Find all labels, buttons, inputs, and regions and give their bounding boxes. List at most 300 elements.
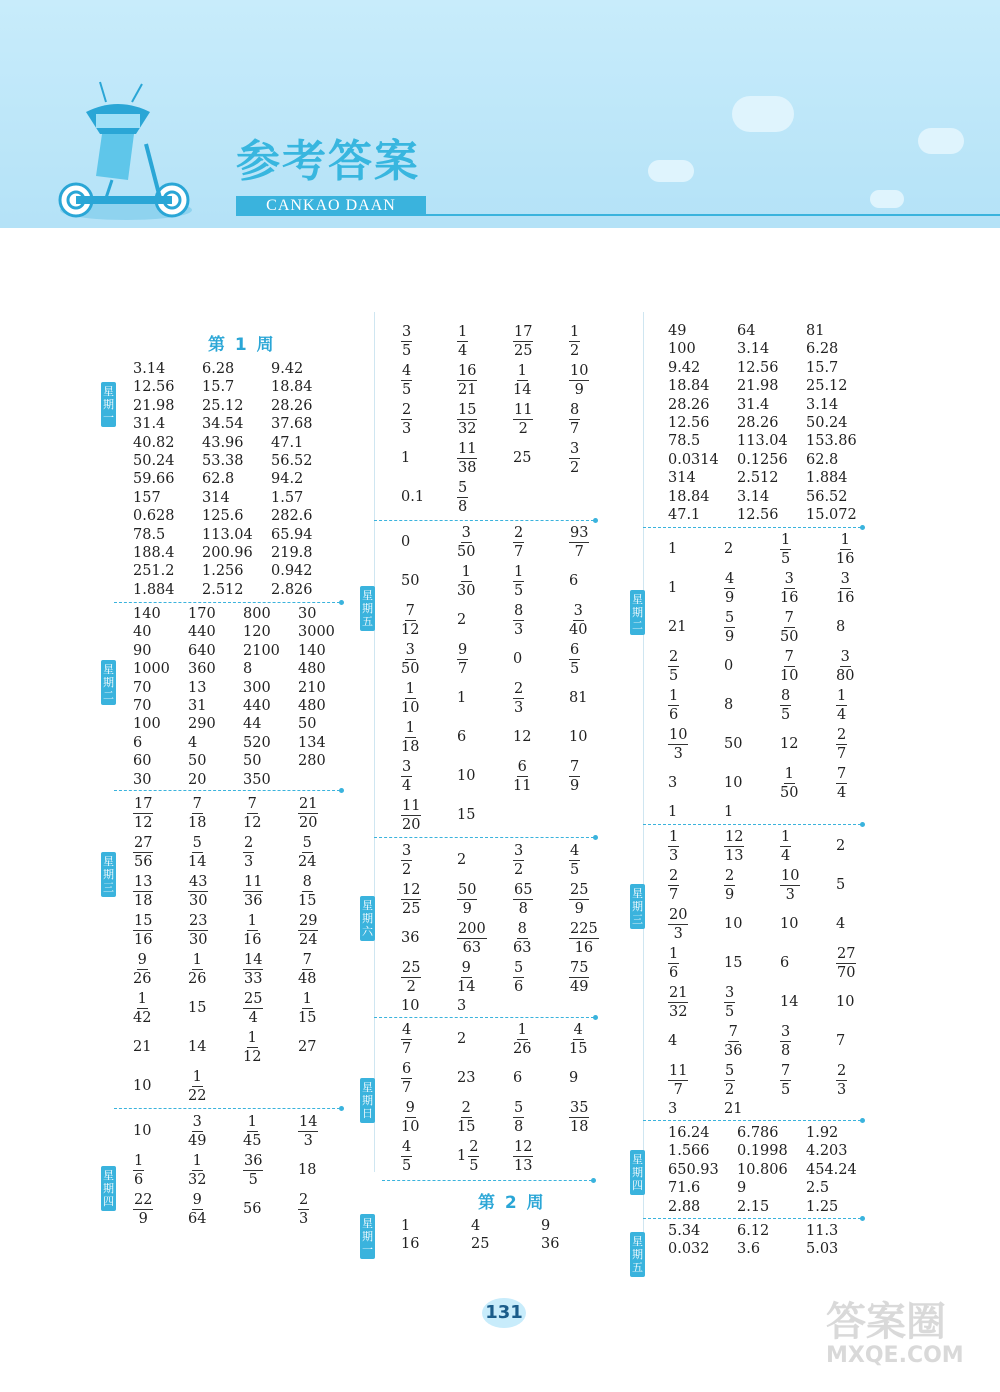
answer-cell (471, 1235, 541, 1253)
answer-value: 6.12 (737, 1223, 770, 1239)
answer-value: 360 (188, 661, 216, 678)
denominator: 36 (724, 1043, 743, 1059)
numerator: 1 (405, 720, 415, 736)
answer-value: 37.68 (271, 416, 313, 433)
answer-row (133, 794, 353, 833)
answer-value: 3 (668, 1101, 678, 1117)
day-badge: 星期三 (101, 852, 116, 897)
robot-scooter-illustration (56, 72, 196, 222)
answer-cell (513, 881, 569, 918)
denominator: 8 (518, 901, 528, 917)
answer-cell (780, 570, 836, 607)
answer-cell (401, 488, 457, 506)
answer-cell (133, 873, 188, 910)
fraction (513, 920, 531, 957)
answer-row (401, 601, 625, 640)
watermark (826, 1300, 964, 1368)
answer-value: 0.032 (668, 1241, 710, 1258)
answer-cell (457, 524, 513, 561)
answer-value: 56.52 (806, 488, 848, 505)
answers-week1-thu (133, 1112, 353, 1229)
answer-row (133, 415, 340, 433)
denominator: 5 (248, 1172, 258, 1188)
answer-cell (202, 526, 271, 544)
denominator: 7 (402, 1080, 412, 1096)
answer-cell (188, 999, 243, 1017)
numerator: 12 (725, 829, 744, 845)
fraction (457, 881, 477, 918)
numerator: 9 (405, 1100, 415, 1116)
answer-cell (298, 912, 353, 949)
answer-cell (133, 679, 188, 697)
answer-row (133, 360, 340, 378)
section-divider (374, 837, 594, 838)
answer-value: 2.826 (271, 581, 313, 598)
answer-cell (737, 1161, 806, 1179)
answer-cell (806, 488, 875, 506)
answer-value: 56 (243, 1201, 262, 1218)
answer-value: 0.628 (133, 508, 175, 525)
answer-cell (806, 1179, 875, 1197)
answer-cell (513, 323, 569, 360)
answer-value: 15 (724, 955, 743, 972)
fraction (668, 984, 688, 1021)
answers-col2-top (401, 322, 625, 517)
fraction (188, 1113, 206, 1150)
answer-cell (401, 842, 457, 879)
answer-cell (298, 605, 353, 623)
fraction (668, 945, 679, 982)
answer-cell (401, 401, 457, 438)
answer-cell (133, 660, 188, 678)
answer-value: 15.072 (806, 507, 857, 524)
answer-value: 2 (457, 852, 467, 869)
answer-value: 8 (836, 619, 846, 636)
answer-cell (737, 1124, 806, 1142)
answer-cell (668, 1198, 737, 1216)
answer-value: 43.96 (202, 434, 244, 451)
answer-cell (513, 650, 569, 668)
denominator: 5 (402, 1158, 412, 1174)
answer-row (133, 679, 353, 697)
answer-row (133, 1067, 353, 1106)
answer-value: 6.28 (806, 341, 839, 358)
numerator: 1 (517, 363, 527, 379)
answer-cell (188, 752, 243, 770)
answer-cell (836, 726, 892, 763)
fraction (243, 795, 261, 832)
answer-cell (668, 1240, 737, 1258)
answer-cell (243, 752, 298, 770)
day-badge: 星期一 (360, 1214, 375, 1259)
answer-row (133, 1028, 353, 1067)
answer-value: 28.26 (668, 396, 710, 413)
answer-value: 4.203 (806, 1143, 848, 1160)
numerator: 1 (669, 946, 679, 962)
answer-cell (133, 1191, 188, 1228)
answer-row (133, 581, 340, 599)
answer-value: 3.14 (737, 341, 770, 358)
fraction (668, 867, 679, 904)
answer-value: 28.26 (271, 397, 313, 414)
day-badge: 星期三 (630, 884, 645, 929)
answer-cell (401, 533, 457, 551)
denominator: 2 (402, 862, 412, 878)
numerator: 21 (669, 985, 688, 1001)
watermark-url: MXQE.COM (826, 1343, 964, 1368)
fraction (836, 648, 854, 685)
numerator: 1 (837, 688, 847, 704)
denominator: 5 (514, 583, 524, 599)
numerator: 4 (402, 363, 412, 379)
answer-value: 134 (298, 734, 326, 751)
answer-row (133, 911, 353, 950)
numerator: 2 (461, 1100, 471, 1116)
answer-row (668, 983, 892, 1022)
denominator: 9 (138, 1211, 148, 1227)
denominator: 25 (402, 901, 421, 917)
answer-value: 12.56 (737, 359, 779, 376)
denominator: 2 (725, 1082, 735, 1098)
answer-cell (737, 396, 806, 414)
numerator: 3 (725, 985, 735, 1001)
answer-cell (569, 689, 625, 707)
answers-week2-fri (668, 1222, 875, 1259)
answer-cell (188, 642, 243, 660)
denominator: 16 (243, 932, 262, 948)
answer-cell (668, 906, 724, 943)
fraction (569, 920, 599, 957)
fraction (780, 609, 798, 646)
fraction (401, 602, 419, 639)
denominator: 4 (837, 785, 847, 801)
answer-cell (668, 1100, 724, 1118)
fraction (457, 524, 475, 561)
answer-cell (401, 1217, 471, 1235)
answer-cell (668, 340, 737, 358)
fraction (780, 867, 800, 904)
answer-cell (202, 581, 271, 599)
answer-cell (724, 657, 780, 675)
numerator: 3 (840, 571, 850, 587)
answer-value: 71.6 (668, 1180, 701, 1197)
page-title: 参考答案 (236, 136, 420, 187)
answer-value: 50.24 (806, 415, 848, 432)
numerator: 35 (570, 1100, 589, 1116)
denominator: 9 (725, 629, 735, 645)
fraction (569, 1021, 587, 1058)
answer-value: 9 (541, 1218, 551, 1234)
answer-value: 81 (569, 690, 588, 707)
denominator: 11 (513, 778, 532, 794)
numerator: 6 (570, 642, 580, 658)
answer-value: 50 (724, 736, 743, 753)
denominator: 7 (669, 887, 679, 903)
answer-value: 9.42 (668, 359, 701, 376)
answer-value: 0.1998 (737, 1143, 788, 1160)
fraction (298, 834, 316, 871)
answer-cell (457, 806, 513, 824)
denominator: 14 (457, 979, 476, 995)
answer-value: 18.84 (668, 378, 710, 395)
answer-cell (133, 697, 188, 715)
answer-value: 25 (513, 450, 532, 467)
fraction (513, 1138, 533, 1175)
answer-row (668, 1198, 875, 1216)
fraction (780, 1062, 791, 1099)
answer-value: 14 (780, 994, 799, 1011)
answer-cell (298, 734, 353, 752)
numerator: 2 (837, 1063, 847, 1079)
fraction (401, 680, 419, 717)
answer-cell (133, 1038, 188, 1056)
answer-cell (569, 1069, 625, 1087)
answer-cell (202, 360, 271, 378)
answer-value: 6 (569, 573, 579, 590)
answer-cell (133, 715, 188, 733)
answer-cell (724, 984, 780, 1021)
denominator: 5 (669, 668, 679, 684)
answer-cell (780, 687, 836, 724)
answer-cell (737, 322, 806, 340)
answer-value: 30 (133, 771, 152, 788)
fraction (513, 758, 531, 795)
answer-cell (724, 570, 780, 607)
denominator: 26 (133, 971, 152, 987)
numerator: 15 (458, 402, 477, 418)
section-divider (374, 520, 594, 521)
answer-cell (836, 531, 892, 568)
fraction (569, 440, 580, 477)
answer-cell (188, 660, 243, 678)
answer-cell (188, 1038, 243, 1056)
fraction (298, 912, 318, 949)
answer-cell (569, 362, 625, 399)
answer-value: 12 (780, 736, 799, 753)
answer-cell (243, 771, 298, 789)
fraction (724, 1023, 742, 1060)
denominator: 3 (669, 848, 679, 864)
fraction (724, 570, 735, 607)
denominator: 12 (243, 815, 262, 831)
answer-value: 5.03 (806, 1241, 839, 1258)
fraction (668, 687, 679, 724)
answer-cell (836, 1062, 892, 1099)
answer-row (668, 322, 875, 340)
answer-value: 13 (188, 679, 207, 696)
answer-cell (457, 563, 513, 600)
answer-cell (668, 984, 724, 1021)
answer-cell (737, 1179, 806, 1197)
denominator: 7 (402, 1041, 412, 1057)
fraction (724, 984, 735, 1021)
answer-cell (513, 449, 569, 467)
answer-cell (133, 397, 202, 415)
answers-week2-wed (668, 827, 892, 1118)
denominator: 45 (243, 1133, 262, 1149)
day-badge: 星期日 (360, 1078, 375, 1123)
denominator: 3 (244, 854, 254, 870)
answer-value: 140 (298, 642, 326, 659)
answer-row (133, 1151, 353, 1190)
denominator: 14 (513, 382, 532, 398)
numerator: 2 (402, 402, 412, 418)
denominator: 6 (514, 979, 524, 995)
answer-value: 20 (188, 771, 207, 788)
answer-cell (133, 507, 202, 525)
answer-cell (133, 562, 202, 580)
answer-value: 90 (133, 642, 152, 659)
fraction (298, 795, 318, 832)
answer-value: 0 (724, 658, 734, 675)
answer-value: 21 (668, 619, 687, 636)
answer-cell (457, 851, 513, 869)
fraction (836, 687, 847, 724)
numerator: 1 (840, 532, 850, 548)
fraction (298, 951, 316, 988)
answer-cell (780, 609, 836, 646)
answer-value: 650.93 (668, 1161, 719, 1178)
answer-cell (188, 834, 243, 871)
answer-cell (668, 506, 737, 524)
numerator: 21 (299, 796, 318, 812)
answer-value: 10 (401, 998, 420, 1014)
denominator: 56 (134, 854, 153, 870)
denominator: 2 (570, 460, 580, 476)
answer-value: 15 (188, 1000, 207, 1017)
answer-value: 25 (471, 1236, 490, 1253)
answer-cell (513, 920, 569, 957)
numerator: 1 (669, 829, 679, 845)
answer-cell (188, 605, 243, 623)
day-badge: 星期五 (630, 1232, 645, 1277)
answer-cell (668, 774, 724, 792)
answer-cell (243, 623, 298, 641)
section-divider (643, 1218, 861, 1219)
denominator: 30 (189, 893, 208, 909)
answer-value: 64 (737, 323, 756, 339)
numerator: 3 (514, 843, 524, 859)
answer-row (133, 950, 353, 989)
answers-week1-wed (133, 794, 353, 1106)
answer-cell (188, 715, 243, 733)
answer-value: 5.34 (668, 1223, 701, 1239)
answer-cell (298, 679, 353, 697)
answer-cell (724, 867, 780, 904)
answer-cell (401, 641, 457, 678)
answer-cell (836, 648, 892, 685)
numerator: 11 (402, 798, 421, 814)
answer-cell (202, 470, 271, 488)
denominator: 5 (469, 1158, 479, 1174)
denominator: 32 (188, 1172, 207, 1188)
fraction (457, 1099, 475, 1136)
answer-cell (780, 531, 836, 568)
answer-row (668, 530, 892, 569)
answer-cell (133, 415, 202, 433)
answer-value: 170 (188, 606, 216, 622)
answer-cell (243, 912, 298, 949)
answer-value: 2 (457, 612, 467, 629)
answer-value: 50 (243, 753, 262, 770)
numerator: 3 (573, 603, 583, 619)
answer-value: 50 (298, 716, 317, 733)
answer-cell (724, 735, 780, 753)
answer-cell (457, 323, 513, 360)
denominator: 9 (574, 901, 584, 917)
answer-cell (780, 954, 836, 972)
answer-cell (271, 415, 340, 433)
answer-cell (133, 605, 188, 623)
answer-cell (457, 1030, 513, 1048)
answer-cell (569, 401, 625, 438)
fraction (401, 719, 419, 756)
answer-cell (780, 828, 836, 865)
answer-row (133, 544, 340, 562)
fraction (836, 1062, 847, 1099)
answer-value: 15 (457, 807, 476, 824)
answer-cell (457, 1099, 513, 1136)
answer-value: 2.15 (737, 1198, 770, 1215)
answer-cell (569, 440, 625, 477)
answer-cell (569, 728, 625, 746)
answer-value: 16 (401, 1236, 420, 1253)
answer-row (401, 796, 625, 835)
answer-cell (133, 470, 202, 488)
answer-cell (724, 696, 780, 714)
answer-cell (513, 1021, 569, 1058)
answer-cell (668, 648, 724, 685)
numerator: 6 (517, 759, 527, 775)
numerator: 1 (781, 532, 791, 548)
denominator: 3 (785, 887, 795, 903)
fraction (836, 726, 847, 763)
answer-value: 520 (243, 734, 271, 751)
numerator: 200 (458, 921, 486, 937)
column-separator (374, 312, 375, 1172)
answer-cell (724, 1023, 780, 1060)
answer-cell (202, 544, 271, 562)
denominator: 3 (514, 622, 524, 638)
denominator: 10 (401, 700, 420, 716)
answer-row (668, 1142, 875, 1160)
answer-row (401, 718, 625, 757)
answer-cell (737, 1240, 806, 1258)
answer-cell (806, 340, 875, 358)
numerator: 13 (134, 874, 153, 890)
answer-cell (737, 432, 806, 450)
answer-value: 1 (457, 690, 467, 707)
page-subtitle: CANKAO DAAN (236, 196, 426, 216)
answer-cell (513, 1138, 569, 1175)
answer-cell (401, 362, 457, 399)
fraction (780, 765, 798, 802)
answer-cell (457, 611, 513, 629)
fraction (298, 1191, 309, 1228)
section-divider (643, 824, 861, 825)
numerator: 3 (402, 759, 412, 775)
fraction (401, 362, 412, 399)
answer-cell (271, 470, 340, 488)
answer-value: 1.57 (271, 489, 304, 506)
answer-cell (133, 990, 188, 1027)
answer-row (133, 1190, 353, 1229)
answer-cell (271, 434, 340, 452)
numerator: 65 (514, 882, 533, 898)
numerator: 6 (402, 1061, 412, 1077)
fraction (569, 524, 589, 561)
answer-value: 9.42 (271, 361, 304, 377)
